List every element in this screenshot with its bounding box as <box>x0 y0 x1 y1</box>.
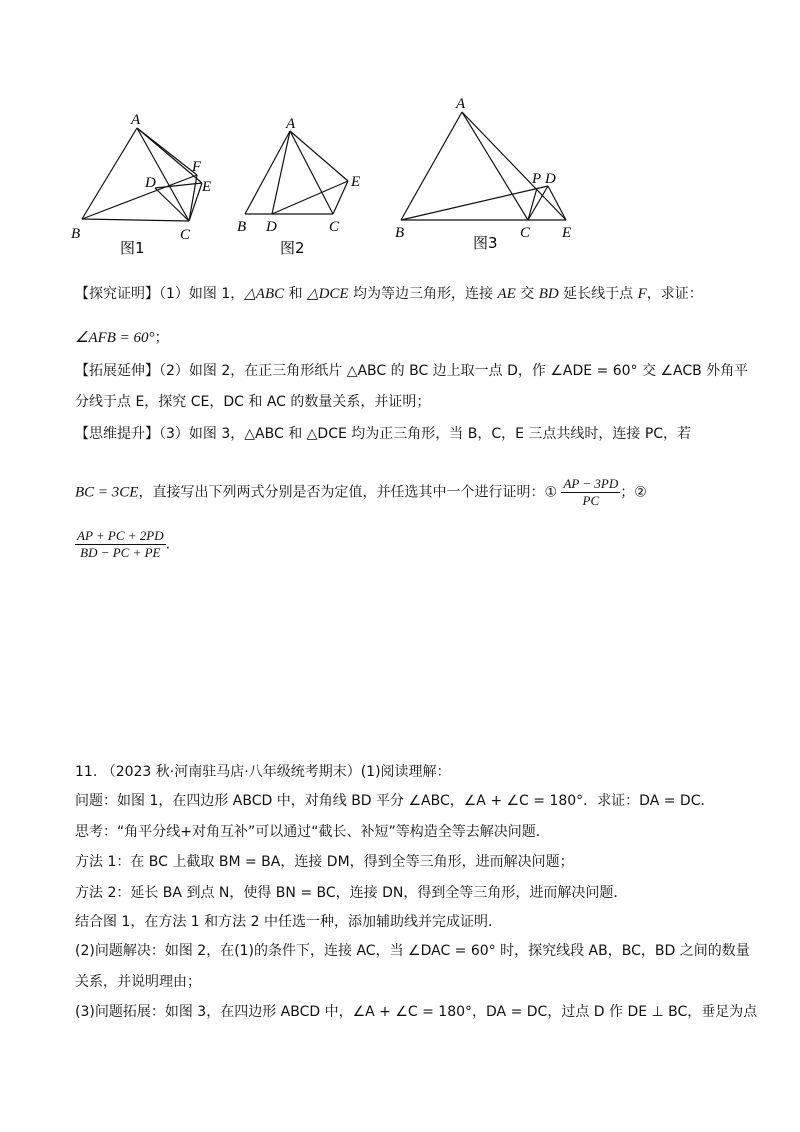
fig1-label-c: C <box>180 227 191 243</box>
segment-ae: AE <box>497 286 516 302</box>
figure-2 <box>245 131 348 214</box>
q10-line-1 <box>75 284 703 304</box>
q10-line6-text: ，直接写出下列两式分别是否为定值，并任选其中一个进行证明：① <box>138 484 558 501</box>
q10-line6-end: ；② <box>620 484 647 501</box>
fig1-label-a: A <box>131 112 141 128</box>
q11-line-4: 方法 1：在 BC 上截取 BM = BA，连接 DM，得到全等三角形，进而解决问题； <box>75 854 574 870</box>
triangle-abc: △ABC <box>244 286 285 302</box>
fig3-caption: 图3 <box>473 234 498 252</box>
fig3-label-b: B <box>395 225 405 241</box>
q10-extension-text: 延长线于点 <box>558 286 638 302</box>
fig2-caption: 图2 <box>280 239 305 257</box>
q10-part1-intro: 【探究证明】（1）如图 1， <box>75 286 245 302</box>
segment-bd: BD <box>538 286 559 302</box>
q10-line7-end: . <box>165 536 171 553</box>
fraction-2 <box>75 528 166 561</box>
q10-line-4: 分线于点 E，探究 CE，DC 和 AC 的数量关系，并证明； <box>75 394 431 410</box>
figure-1 <box>82 128 202 221</box>
angle-afb-equation: ∠AFB = 60° <box>75 330 155 346</box>
q11-line-7: (2)问题解决：如图 2，在(1)的条件下，连接 AC，当 ∠DAC = 60° 时，探究线段 AB，BC，BD 之间的数量 <box>75 943 750 959</box>
q10-equilateral-text: 均为等边三角形，连接 <box>348 286 498 302</box>
q10-and: 和 <box>284 286 308 302</box>
q10-line-6 <box>75 476 647 509</box>
triangle-dce: △DCE <box>307 286 349 302</box>
bc-3ce-equation: BC = 3CE <box>75 484 139 501</box>
q10-line-3: 【拓展延伸】（2）如图 2，在正三角形纸片 △ABC 的 BC 边上取一点 D，作 ∠ADE = 60° 交 ∠ACB 外角平 <box>75 363 749 379</box>
q11-line-1: 11. （2023 秋·河南驻马店·八年级统考期末）(1)阅读理解： <box>75 764 451 780</box>
q11-line-8: 关系，并说明理由； <box>75 974 201 990</box>
fig3-label-d: D <box>545 171 556 187</box>
fraction-1-denominator: PC <box>582 493 600 508</box>
fig3-label-c: C <box>520 225 531 241</box>
fig1-label-b: B <box>71 226 81 242</box>
q10-line2-end: ； <box>154 330 169 346</box>
fig1-label-d: D <box>145 175 156 191</box>
q11-line-3: 思考：“角平分线+对角互补”可以通过“截长、补短”等构造全等去解决问题． <box>75 824 550 840</box>
q10-line-2 <box>75 328 169 348</box>
fraction-2-denominator: BD − PC + PE <box>80 545 161 560</box>
q11-line-5: 方法 2：延长 BA 到点 N，使得 BN = BC，连接 DN，得到全等三角形，进而解决问题． <box>75 885 628 901</box>
point-f: F <box>637 286 647 302</box>
q11-line-6: 结合图 1，在方法 1 和方法 2 中任选一种，添加辅助线并完成证明． <box>75 914 502 930</box>
fraction-1 <box>561 476 620 509</box>
fig2-label-c: C <box>329 219 340 235</box>
fraction-2-numerator: AP + PC + 2PD <box>77 528 164 543</box>
q11-line-9: (3)问题拓展：如图 3，在四边形 ABCD 中，∠A + ∠C = 180°，DA = DC，过点 D 作 DE ⊥ BC，垂足为点 <box>75 1004 758 1020</box>
q10-line-7 <box>75 528 170 561</box>
fig3-label-e: E <box>562 225 572 241</box>
fig2-label-b: B <box>237 219 247 235</box>
fig2-label-e: E <box>351 174 361 190</box>
q11-line-2: 问题：如图 1，在四边形 ABCD 中，对角线 BD 平分 ∠ABC，∠A + ∠C = 180°．求证：DA = DC． <box>75 793 715 809</box>
figures-panel <box>0 0 800 270</box>
fig1-caption: 图1 <box>120 239 145 257</box>
fig2-label-d: D <box>266 219 277 235</box>
fig3-label-a: A <box>456 96 466 112</box>
fig1-label-e: E <box>202 179 212 195</box>
q10-prove-text: ，求证： <box>646 286 703 302</box>
q10-line-5: 【思维提升】（3）如图 3，△ABC 和 △DCE 均为正三角形，当 B，C，E 三点共线时，连接 PC，若 <box>75 426 692 442</box>
fig2-label-a: A <box>286 116 296 132</box>
q10-intersect: 交 <box>515 286 539 302</box>
fig1-label-f: F <box>192 159 202 175</box>
figure-3 <box>401 112 566 220</box>
fraction-1-numerator: AP − 3PD <box>563 476 619 491</box>
fig3-label-p: P <box>532 171 542 187</box>
